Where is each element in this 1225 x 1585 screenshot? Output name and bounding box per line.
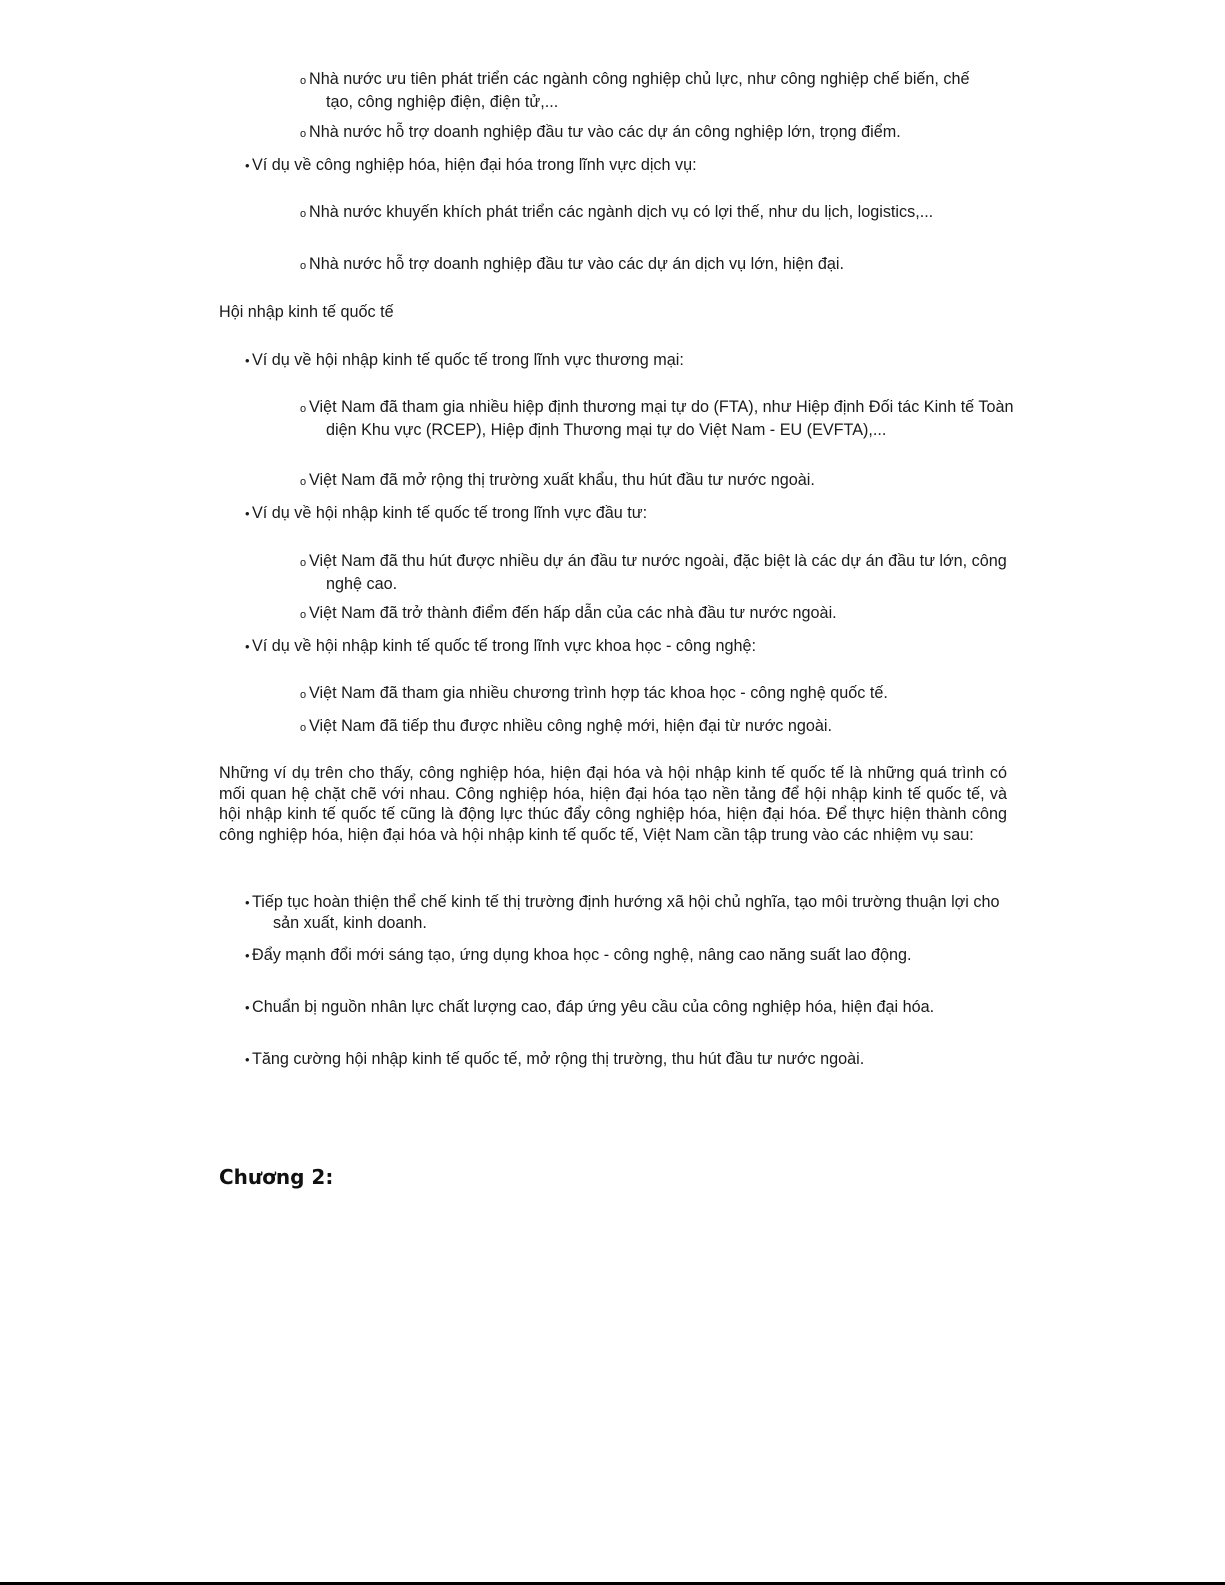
section-title: Hội nhập kinh tế quốc tế — [219, 303, 394, 322]
hollow-bullet-icon: o — [300, 557, 307, 570]
list-item: o Nhà nước ưu tiên phát triển các ngành công nghiệp chủ lực, như công nghiệp chế biến, chế tạo, công nghiệp điện, điện tử,... — [300, 70, 970, 112]
hollow-bullet-icon: o — [300, 476, 307, 489]
list-item: o Nhà nước khuyến khích phát triển các ngành dịch vụ có lợi thế, như du lịch, logistics,... — [300, 202, 951, 225]
hollow-bullet-icon: o — [300, 689, 307, 702]
list-item: • Tăng cường hội nhập kinh tế quốc tế, mở rộng thị trường, thu hút đầu tư nước ngoài. — [245, 1050, 865, 1069]
hollow-bullet-icon: o — [300, 403, 307, 416]
hollow-bullet-icon: o — [300, 260, 307, 273]
list-item: o Việt Nam đã tiếp thu được nhiều công nghệ mới, hiện đại từ nước ngoài. — [300, 716, 1026, 739]
list-item: • Đẩy mạnh đổi mới sáng tạo, ứng dụng khoa học - công nghệ, nâng cao năng suất lao động. — [245, 946, 912, 965]
list-item: o Việt Nam đã mở rộng thị trường xuất khẩu, thu hút đầu tư nước ngoài. — [300, 470, 1026, 493]
list-item: o Việt Nam đã tham gia nhiều hiệp định thương mại tự do (FTA), như Hiệp định Đối tác Kinh tế Toàn diện Khu vực (RCEP), Hiệp định Thương mại tự do Việt Nam - EU (EVFTA),... — [300, 398, 1014, 440]
bullet-icon: • — [245, 895, 250, 911]
bullet-icon: • — [245, 948, 250, 964]
bullet-icon: • — [245, 353, 250, 369]
hollow-bullet-icon: o — [300, 722, 307, 735]
list-item: • Ví dụ về hội nhập kinh tế quốc tế trong lĩnh vực đầu tư: — [245, 504, 648, 523]
chapter-heading: Chương 2: — [219, 1165, 334, 1189]
bullet-icon: • — [245, 1052, 250, 1068]
list-item: o Việt Nam đã tham gia nhiều chương trình hợp tác khoa học - công nghệ quốc tế. — [300, 683, 1026, 706]
hollow-bullet-icon: o — [300, 75, 307, 88]
list-item: • Chuẩn bị nguồn nhân lực chất lượng cao, đáp ứng yêu cầu của công nghiệp hóa, hiện đại hóa. — [245, 998, 935, 1017]
list-item: o Việt Nam đã trở thành điểm đến hấp dẫn của các nhà đầu tư nước ngoài. — [300, 603, 1026, 626]
bullet-icon: • — [245, 639, 250, 655]
bullet-icon: • — [245, 1000, 250, 1016]
bullet-icon: • — [245, 158, 250, 174]
list-item: • Ví dụ về công nghiệp hóa, hiện đại hóa trong lĩnh vực dịch vụ: — [245, 156, 697, 175]
list-item: o Việt Nam đã thu hút được nhiều dự án đầu tư nước ngoài, đặc biệt là các dự án đầu tư lớn, công nghệ cao. — [300, 552, 1007, 594]
summary-paragraph: Những ví dụ trên cho thấy, công nghiệp hóa, hiện đại hóa và hội nhập kinh tế quốc tế là những quá trình có mối quan hệ chặt chẽ với nhau. Công nghiệp hóa, hiện đại hóa tạo nền tảng để hội nhập kinh tế quốc tế, và hội nhập kinh tế quốc tế cũng là động lực thúc đẩy công nghiệp hóa, hiện đại hóa. Để thực hiện thành công công nghiệp hóa, hiện đại hóa và hội nhập kinh tế quốc tế, Việt Nam cần tập trung vào các nhiệm vụ sau: — [219, 764, 1007, 844]
list-item: o Nhà nước hỗ trợ doanh nghiệp đầu tư vào các dự án công nghiệp lớn, trọng điểm. — [300, 122, 1026, 145]
list-item: • Ví dụ về hội nhập kinh tế quốc tế trong lĩnh vực thương mại: — [245, 351, 684, 370]
list-item: • Tiếp tục hoàn thiện thể chế kinh tế thị trường định hướng xã hội chủ nghĩa, tạo môi trường thuận lợi cho sản xuất, kinh doanh. — [245, 893, 1000, 933]
hollow-bullet-icon: o — [300, 609, 307, 622]
hollow-bullet-icon: o — [300, 208, 307, 221]
list-item: • Ví dụ về hội nhập kinh tế quốc tế trong lĩnh vực khoa học - công nghệ: — [245, 637, 756, 656]
list-item: o Nhà nước hỗ trợ doanh nghiệp đầu tư vào các dự án dịch vụ lớn, hiện đại. — [300, 254, 1026, 277]
hollow-bullet-icon: o — [300, 128, 307, 141]
bullet-icon: • — [245, 506, 250, 522]
